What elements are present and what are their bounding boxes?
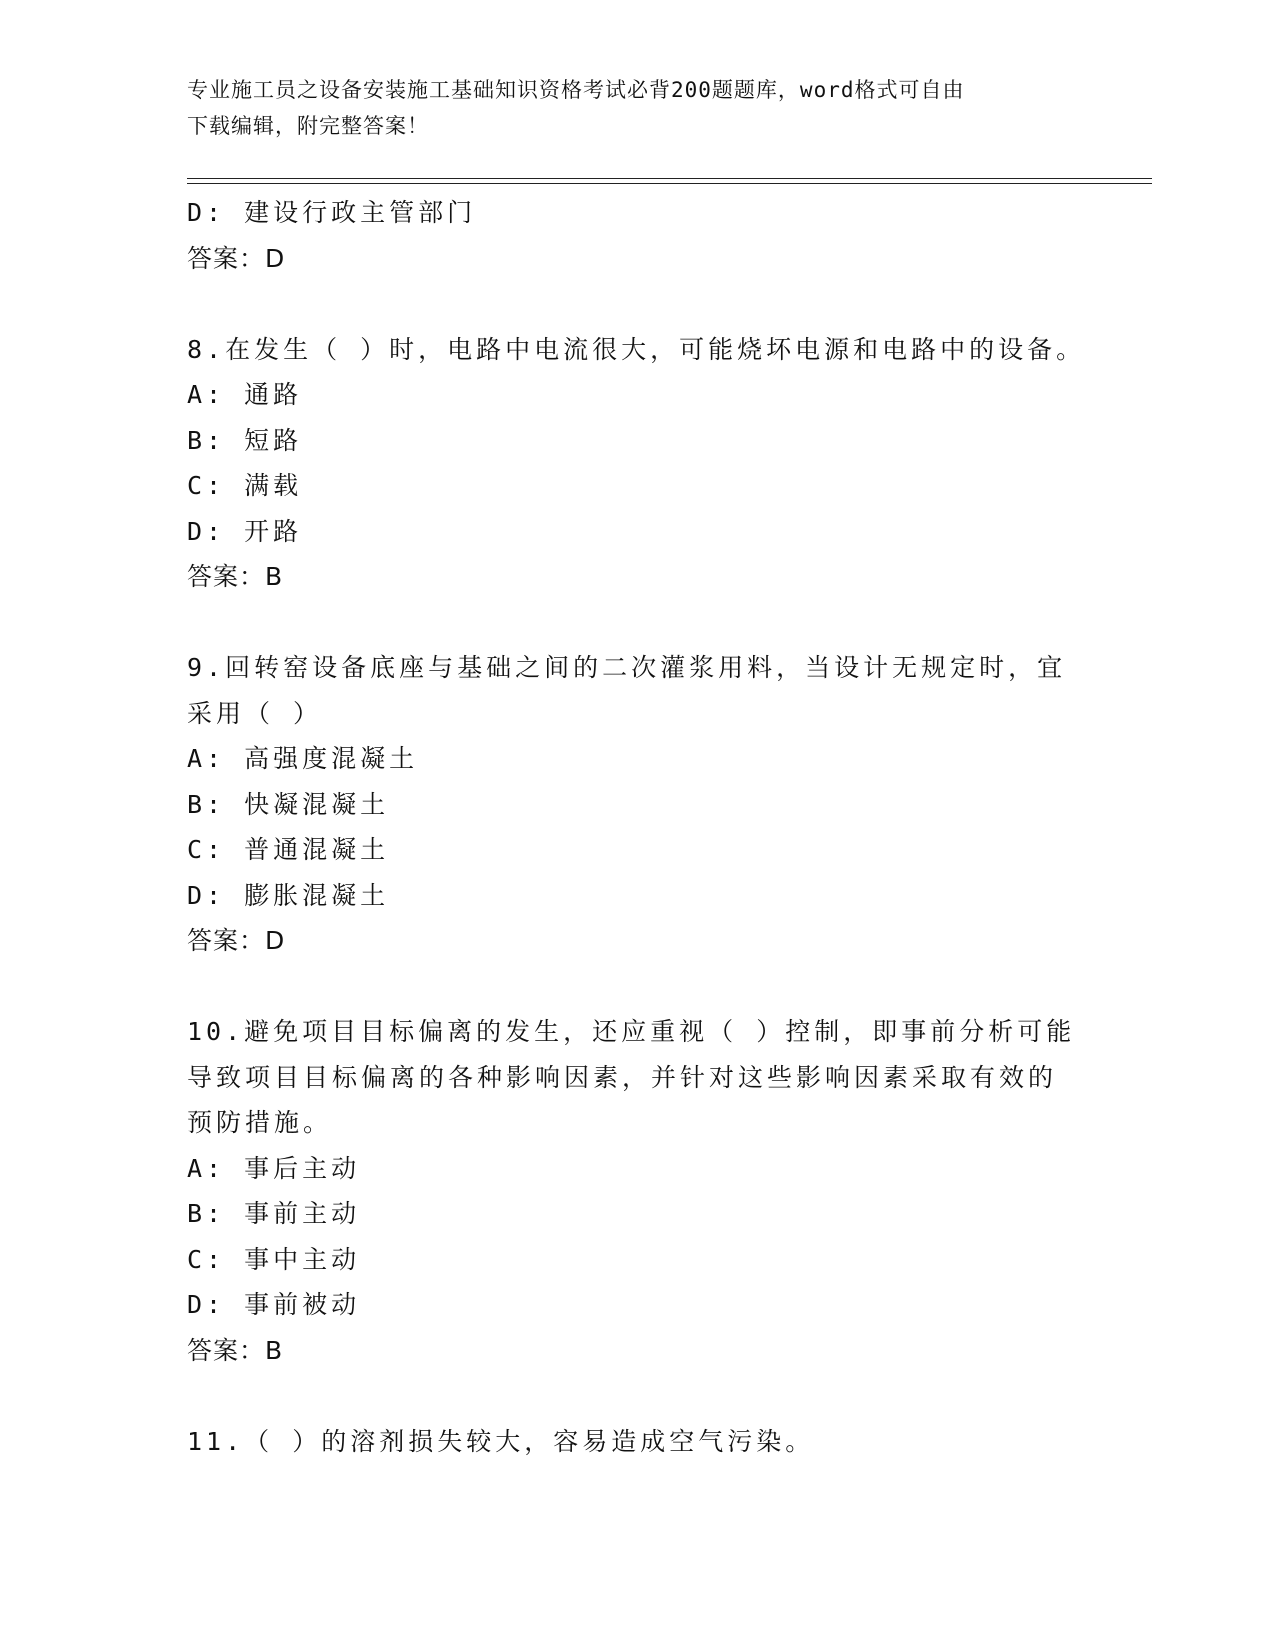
option-c: C: 满载: [187, 471, 303, 500]
previous-question-tail: [187, 190, 1087, 281]
question-stem: 11.（ ）的溶剂损失较大，容易造成空气污染。: [187, 1426, 815, 1456]
option-a: A: 事后主动: [187, 1153, 361, 1183]
header-line-1: 专业施工员之设备安装施工基础知识资格考试必背200题题库，word格式可自由: [187, 78, 965, 102]
question-stem-line-1: 9.回转窑设备底座与基础之间的二次灌浆用料，当设计无规定时，宜: [187, 653, 1067, 682]
question-list: [187, 190, 1087, 1464]
spacer: [187, 281, 1087, 327]
header-rule-top: [187, 178, 1152, 179]
question-stem-line-2: 导致项目目标偏离的各种影响因素，并针对这些影响因素采取有效的: [187, 1062, 1058, 1092]
question-11: [187, 1419, 1087, 1465]
question-stem: 8.在发生（ ）时，电路中电流很大，可能烧坏电源和电路中的设备。: [187, 334, 1086, 364]
option-b: B: 短路: [187, 425, 303, 455]
answer-line: 答案：D: [187, 243, 286, 273]
spacer: [187, 1373, 1087, 1419]
option-a: A: 通路: [187, 380, 303, 409]
question-stem-line-2: 采用（ ）: [187, 698, 323, 728]
question-stem-line-3: 预防措施。: [187, 1108, 333, 1137]
header-line-2: 下载编辑，附完整答案！: [187, 114, 429, 138]
option-d: D: 事前被动: [187, 1290, 361, 1319]
spacer: [187, 600, 1087, 646]
question-8: [187, 327, 1087, 600]
document-header: [187, 72, 1067, 144]
option-b: B: 快凝混凝土: [187, 789, 390, 819]
header-rule-bottom: [187, 183, 1152, 184]
question-9: [187, 645, 1087, 964]
question-10: [187, 1009, 1087, 1373]
option-c: C: 事中主动: [187, 1244, 361, 1274]
option-d: D: 建设行政主管部门: [187, 198, 477, 227]
option-d: D: 膨胀混凝土: [187, 880, 390, 910]
option-d: D: 开路: [187, 516, 303, 546]
option-b: B: 事前主动: [187, 1199, 361, 1228]
answer-line: 答案：B: [187, 1335, 284, 1365]
answer-line: 答案：B: [187, 562, 284, 591]
spacer: [187, 964, 1087, 1010]
answer-line: 答案：D: [187, 926, 286, 955]
question-stem-line-1: 10.避免项目目标偏离的发生，还应重视（ ）控制，即事前分析可能: [187, 1017, 1076, 1046]
option-c: C: 普通混凝土: [187, 835, 390, 864]
option-a: A: 高强度混凝土: [187, 744, 419, 773]
